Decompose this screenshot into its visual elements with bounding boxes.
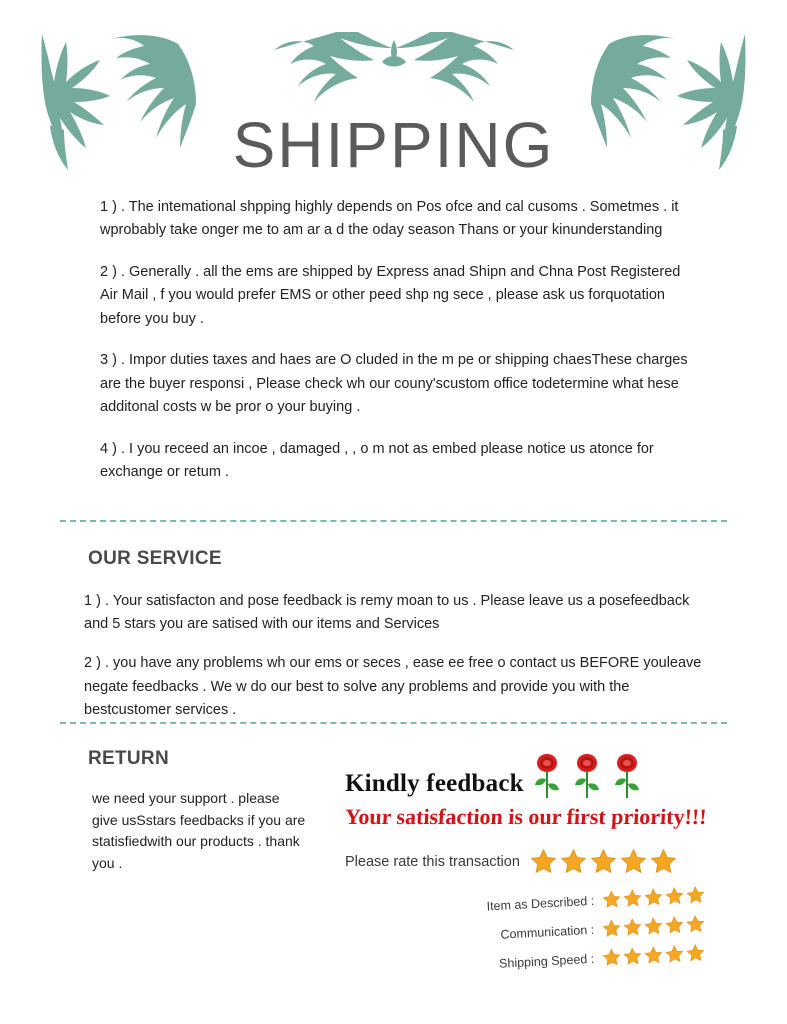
divider bbox=[60, 722, 727, 724]
criteria-label: Communication : bbox=[500, 922, 595, 942]
rose-icon bbox=[572, 752, 602, 800]
star-icon[interactable] bbox=[686, 885, 706, 905]
criteria-row bbox=[375, 943, 706, 979]
star-icon[interactable] bbox=[590, 848, 617, 875]
star-icon[interactable] bbox=[560, 848, 587, 875]
floral-ornament-center-icon bbox=[264, 32, 524, 102]
shipping-paragraphs bbox=[100, 196, 700, 485]
star-icon[interactable] bbox=[686, 943, 706, 963]
feedback-title-row bbox=[345, 752, 725, 800]
star-icon[interactable] bbox=[602, 947, 622, 967]
rose-icon bbox=[612, 752, 642, 800]
star-icon[interactable] bbox=[644, 916, 664, 936]
shipping-paragraph: 2 ) . Generally . all the ems are shipped by Express anad Shipn and Chna Post Registered Air Mail , f you would prefer EMS or other peed shp ng sece , please ask us forquotation before you buy . bbox=[100, 263, 681, 327]
star-icon[interactable] bbox=[665, 915, 685, 935]
rate-transaction-label: Please rate this transaction bbox=[345, 853, 520, 870]
star-icon[interactable] bbox=[623, 917, 643, 937]
star-icon[interactable] bbox=[686, 914, 706, 934]
criteria-stars[interactable] bbox=[602, 943, 706, 967]
service-paragraphs bbox=[84, 590, 709, 738]
feedback-card bbox=[344, 752, 725, 971]
service-paragraph: 2 ) . you have any problems wh our ems or seces , ease ee free o contact us BEFORE youleave negate feedbacks . We w do our best to solve any problems and provide you with the bestcustomer services . bbox=[84, 655, 702, 718]
star-icon[interactable] bbox=[623, 888, 643, 908]
criteria-list bbox=[375, 885, 705, 971]
feedback-subtitle: Your satisfaction is our first priority!!! bbox=[344, 804, 708, 829]
return-heading: RETURN bbox=[88, 748, 169, 769]
criteria-label: Shipping Speed : bbox=[498, 951, 595, 971]
divider bbox=[60, 520, 727, 522]
rate-transaction-row bbox=[345, 848, 725, 875]
criteria-stars[interactable] bbox=[602, 885, 706, 909]
rose-icon bbox=[532, 752, 562, 800]
shipping-paragraph: 4 ) . I you receed an incoe , damaged , , o m not as embed please notice us atonce for exchange or retum . bbox=[100, 440, 654, 481]
rating-stars[interactable] bbox=[530, 848, 677, 875]
star-icon[interactable] bbox=[644, 887, 664, 907]
rose-group bbox=[532, 752, 642, 800]
shipping-paragraph: 3 ) . Impor duties taxes and haes are O cluded in the m pe or shipping chaesThese charges are the buyer responsi , Please check wh our couny'scustom office todetermine what hese additonal costs w be pror o your buying . bbox=[100, 352, 688, 416]
return-text: we need your support . please give usSstars feedbacks if you are statisfiedwith our products . thank you . bbox=[92, 790, 306, 872]
our-service-heading: OUR SERVICE bbox=[88, 548, 222, 569]
criteria-label: Item as Described : bbox=[486, 893, 595, 913]
star-icon[interactable] bbox=[644, 945, 664, 965]
star-icon[interactable] bbox=[650, 848, 677, 875]
star-icon[interactable] bbox=[665, 944, 685, 964]
star-icon[interactable] bbox=[665, 886, 685, 906]
shipping-paragraph: 1 ) . The intemational shpping highly depends on Pos ofce and cal cusoms . Sometmes . it wprobably take onger me to am ar a d the oday season Thans or your kinunderstanding bbox=[100, 199, 679, 239]
star-icon[interactable] bbox=[620, 848, 647, 875]
criteria-stars[interactable] bbox=[602, 914, 706, 938]
page-title: SHIPPING bbox=[232, 109, 555, 181]
service-paragraph: 1 ) . Your satisfacton and pose feedback is remy moan to us . Please leave us a posefeedback and 5 stars you are satised with our items and Services bbox=[84, 593, 690, 633]
feedback-title: Kindly feedback bbox=[345, 770, 524, 797]
star-icon[interactable] bbox=[623, 946, 643, 966]
star-icon[interactable] bbox=[602, 889, 622, 909]
star-icon[interactable] bbox=[602, 918, 622, 938]
star-icon[interactable] bbox=[530, 848, 557, 875]
